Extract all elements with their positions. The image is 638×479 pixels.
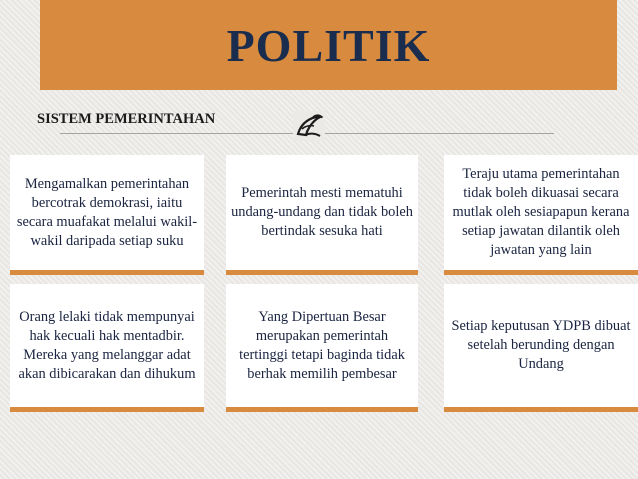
card-text: Orang lelaki tidak mempunyai hak kecuali hak mentadbir. Mereka yang melanggar adat akan dibicarakan dan dihukum xyxy=(18,308,196,382)
card-men-rights xyxy=(10,284,204,412)
card-text: Mengamalkan pemerintahan bercotrak demokrasi, iaitu secara muafakat melalui wakil-wakil daripada setiap suku xyxy=(16,175,198,249)
card-text: Yang Dipertuan Besar merupakan pemerintah tertinggi tetapi baginda tidak berhak memilih pembesar xyxy=(239,308,405,382)
card-rule-of-law xyxy=(226,155,418,275)
card-text: Setiap keputusan YDPB dibuat setelah berunding dengan Undang xyxy=(451,318,631,372)
fleur-ornament-icon xyxy=(293,111,325,141)
card-no-absolute-power xyxy=(444,155,638,275)
card-ydpb-decisions xyxy=(444,284,638,412)
card-text: Teraju utama pemerintahan tidak boleh dikuasai secara mutlak oleh sesiapapun kerana setiap jawatan dilantik oleh jawatan yang lain xyxy=(452,166,630,258)
card-democracy xyxy=(10,155,204,275)
slide-title: POLITIK xyxy=(226,20,431,71)
card-yang-dipertuan-besar xyxy=(226,284,418,412)
section-subtitle: SISTEM PEMERINTAHAN xyxy=(37,111,216,127)
card-text: Pemerintah mesti mematuhi undang-undang dan tidak boleh bertindak sesuka hati xyxy=(231,185,413,239)
